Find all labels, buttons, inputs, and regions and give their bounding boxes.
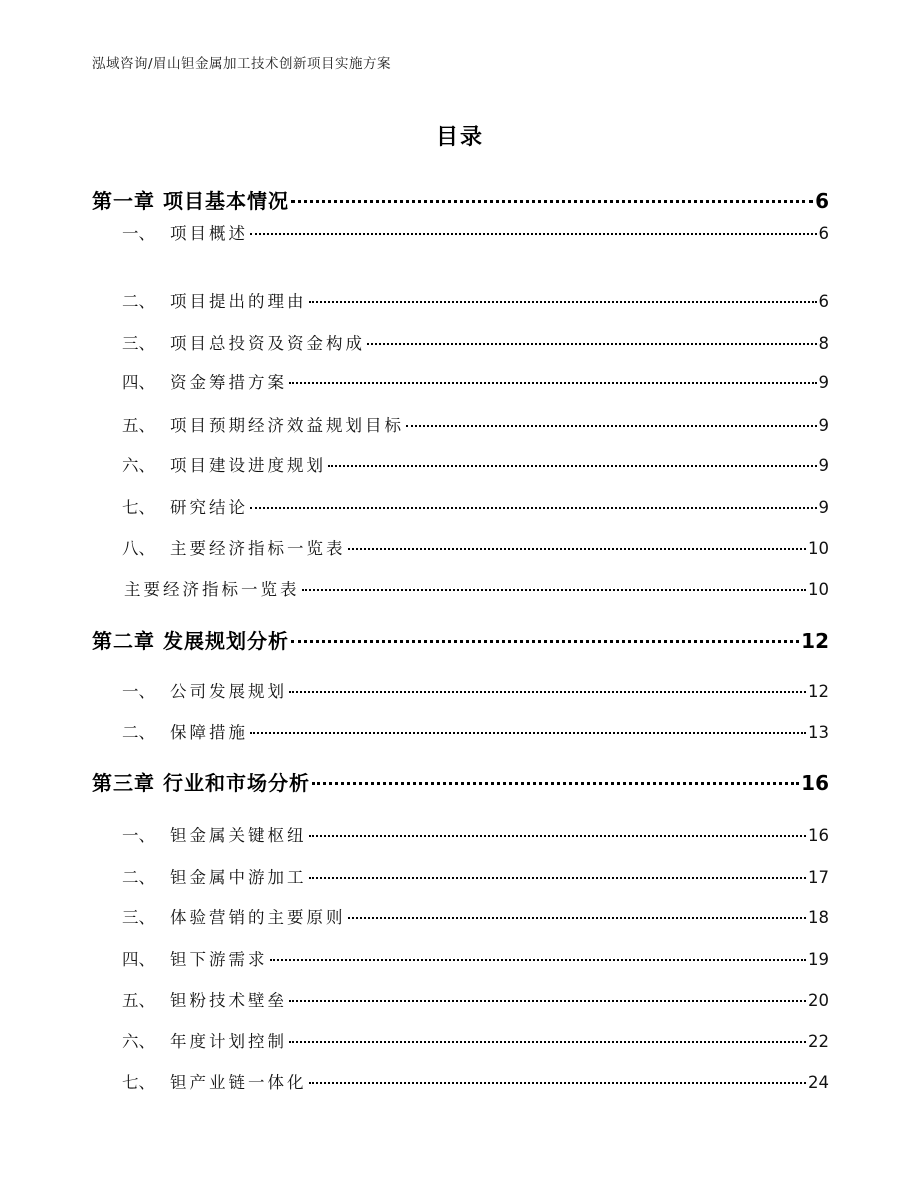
toc-dot-leader <box>348 917 807 919</box>
toc-entry-label: 第一章 项目基本情况 <box>92 189 289 213</box>
toc-entry-number: 八、 <box>122 539 155 558</box>
toc-entry-number: 二、 <box>122 723 155 742</box>
toc-entry-label: 钽粉技术壁垒 <box>170 991 287 1010</box>
toc-entry-number: 四、 <box>122 373 155 392</box>
toc-page-number: 16 <box>801 771 829 795</box>
toc-dot-leader <box>309 1082 807 1084</box>
toc-entry-label: 资金筹措方案 <box>170 373 287 392</box>
toc-entry-label: 钽金属中游加工 <box>170 868 307 887</box>
toc-page-number: 20 <box>808 991 829 1010</box>
toc-section-entry[interactable] <box>122 987 829 1011</box>
toc-entry-label: 项目预期经济效益规划目标 <box>170 416 404 435</box>
toc-section-entry[interactable] <box>122 822 829 846</box>
toc-page-number: 13 <box>808 723 829 742</box>
toc-page-number: 17 <box>808 868 829 887</box>
toc-entry-number: 二、 <box>122 868 155 887</box>
toc-page-number: 9 <box>818 456 829 475</box>
toc-section-entry[interactable] <box>122 1028 829 1052</box>
toc-dot-leader <box>289 1000 806 1002</box>
toc-chapter-entry[interactable] <box>92 625 829 654</box>
toc-entry-label: 钽产业链一体化 <box>170 1073 307 1092</box>
toc-entry-label: 第二章 发展规划分析 <box>92 629 289 653</box>
toc-entry-label: 项目提出的理由 <box>170 292 307 311</box>
toc-page-number: 8 <box>818 334 829 353</box>
toc-dot-leader <box>312 782 799 785</box>
toc-section-entry[interactable] <box>122 369 829 393</box>
toc-page-number: 18 <box>808 908 829 927</box>
page-header: 泓域咨询/眉山钽金属加工技术创新项目实施方案 <box>92 56 392 72</box>
toc-section-entry[interactable] <box>122 412 829 436</box>
toc-dot-leader <box>348 548 807 550</box>
toc-dot-leader <box>291 640 799 643</box>
toc-entry-label: 保障措施 <box>170 723 248 742</box>
toc-title: 目录 <box>435 125 484 150</box>
toc-entry-number: 六、 <box>122 1032 155 1051</box>
toc-section-entry[interactable] <box>122 904 829 928</box>
toc-entry-number: 三、 <box>122 908 155 927</box>
toc-dot-leader <box>309 301 817 303</box>
toc-entry-number: 四、 <box>122 950 155 969</box>
toc-entry-label: 钽金属关键枢纽 <box>170 826 307 845</box>
toc-dot-leader <box>250 507 817 509</box>
toc-dot-leader <box>309 877 807 879</box>
toc-dot-leader <box>250 732 806 734</box>
toc-entry-label: 公司发展规划 <box>170 682 287 701</box>
toc-entry-number: 五、 <box>122 416 155 435</box>
toc-entry-label: 项目概述 <box>170 224 248 243</box>
toc-entry-number: 一、 <box>122 826 155 845</box>
toc-entry-label: 钽下游需求 <box>170 950 268 969</box>
toc-dot-leader <box>309 835 807 837</box>
toc-entry-label: 年度计划控制 <box>170 1032 287 1051</box>
toc-section-entry[interactable] <box>122 946 829 970</box>
toc-dot-leader <box>289 691 806 693</box>
toc-dot-leader <box>406 425 817 427</box>
toc-entry-label: 项目总投资及资金构成 <box>170 334 365 353</box>
toc-entry-number: 二、 <box>122 292 155 311</box>
toc-page-number: 24 <box>808 1073 829 1092</box>
toc-section-entry[interactable] <box>122 494 829 518</box>
toc-dot-leader <box>328 465 817 467</box>
toc-page-number: 9 <box>818 416 829 435</box>
toc-section-entry[interactable] <box>122 719 829 743</box>
toc-section-entry[interactable] <box>122 330 829 354</box>
toc-page-number: 6 <box>818 224 829 243</box>
toc-entry-label: 主要经济指标一览表 <box>170 539 346 558</box>
toc-section-entry[interactable] <box>122 864 829 888</box>
toc-entry-number: 一、 <box>122 224 155 243</box>
toc-page-number: 6 <box>818 292 829 311</box>
toc-section-entry[interactable] <box>122 1069 829 1093</box>
toc-entry-label: 项目建设进度规划 <box>170 456 326 475</box>
toc-entry-number: 三、 <box>122 334 155 353</box>
toc-page-number: 10 <box>808 539 829 558</box>
toc-page-number: 22 <box>808 1032 829 1051</box>
toc-dot-leader <box>270 959 807 961</box>
toc-dot-leader <box>291 200 813 203</box>
toc-entry-number: 一、 <box>122 682 155 701</box>
toc-page-number: 10 <box>808 580 829 599</box>
toc-entry-label: 研究结论 <box>170 498 248 517</box>
toc-section-entry[interactable] <box>124 576 829 600</box>
toc-section-entry[interactable] <box>122 220 829 244</box>
toc-dot-leader <box>302 589 807 591</box>
toc-chapter-entry[interactable] <box>92 767 829 796</box>
toc-section-entry[interactable] <box>122 535 829 559</box>
toc-page-number: 16 <box>808 826 829 845</box>
toc-entry-number: 五、 <box>122 991 155 1010</box>
toc-entry-number: 七、 <box>122 1073 155 1092</box>
toc-entry-label: 体验营销的主要原则 <box>170 908 346 927</box>
toc-dot-leader <box>289 382 817 384</box>
toc-section-entry[interactable] <box>122 288 829 312</box>
toc-entry-label: 第三章 行业和市场分析 <box>92 771 310 795</box>
toc-dot-leader <box>250 233 817 235</box>
toc-chapter-entry[interactable] <box>92 185 829 214</box>
toc-section-entry[interactable] <box>122 452 829 476</box>
toc-entry-number: 六、 <box>122 456 155 475</box>
toc-section-entry[interactable] <box>122 678 829 702</box>
toc-entry-label: 主要经济指标一览表 <box>124 580 300 599</box>
toc-dot-leader <box>367 343 817 345</box>
toc-page-number: 6 <box>815 189 829 213</box>
toc-page-number: 12 <box>808 682 829 701</box>
toc-dot-leader <box>289 1041 806 1043</box>
toc-page-number: 9 <box>818 498 829 517</box>
toc-page-number: 19 <box>808 950 829 969</box>
toc-page-number: 9 <box>818 373 829 392</box>
toc-entry-number: 七、 <box>122 498 155 517</box>
toc-page-number: 12 <box>801 629 829 653</box>
